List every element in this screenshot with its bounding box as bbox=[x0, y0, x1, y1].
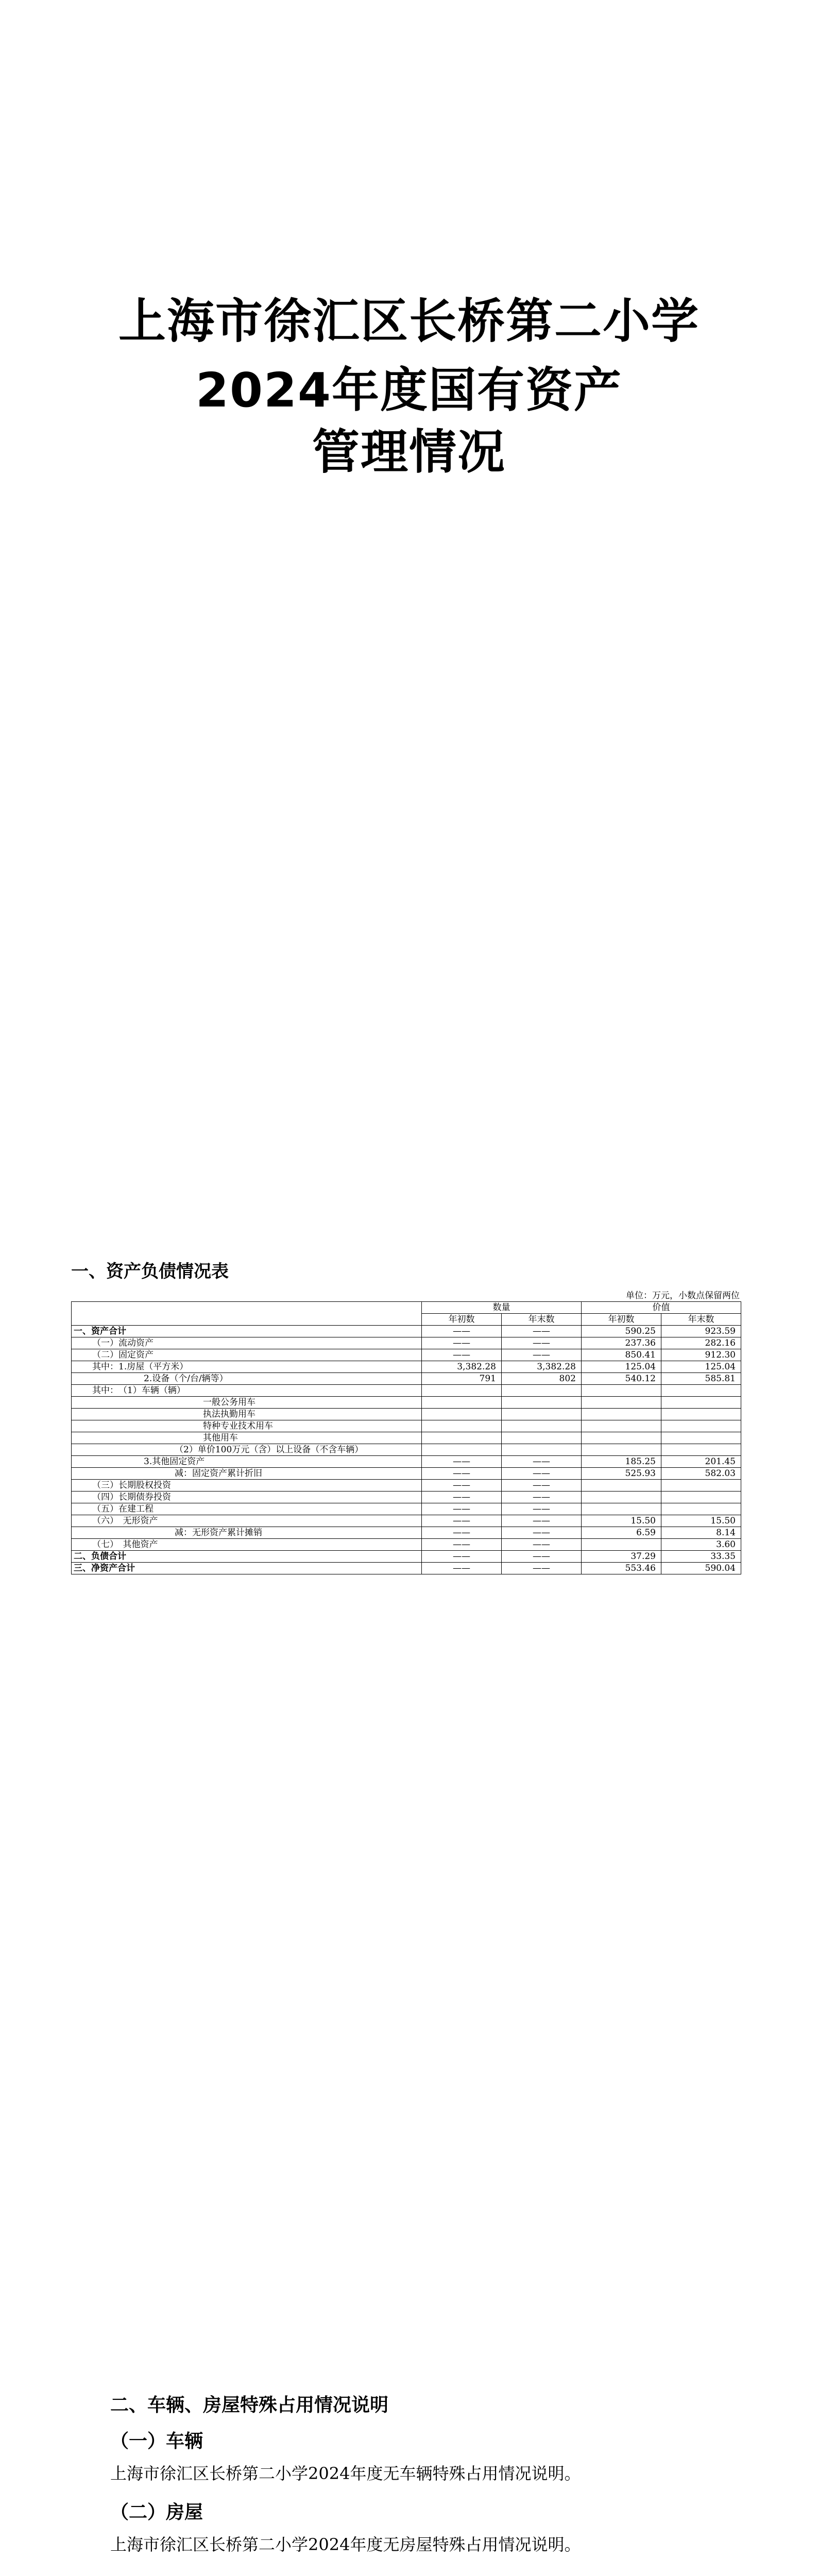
subheading-vehicles: （一）车辆 bbox=[110, 2431, 203, 2452]
row-value-begin bbox=[582, 1385, 661, 1397]
row-quantity-end: 3,382.28 bbox=[502, 1361, 582, 1373]
row-value-end: 3.60 bbox=[661, 1539, 741, 1551]
row-quantity-end: —— bbox=[502, 1456, 582, 1468]
header-quantity-end: 年末数 bbox=[502, 1314, 582, 1326]
row-label: （二）固定资产 bbox=[72, 1349, 422, 1361]
row-value-end: 912.30 bbox=[661, 1349, 741, 1361]
row-quantity-end: —— bbox=[502, 1337, 582, 1349]
table-row bbox=[72, 1326, 741, 1337]
table-row bbox=[72, 1409, 741, 1420]
row-value-end: 582.03 bbox=[661, 1468, 741, 1480]
row-quantity-begin bbox=[422, 1385, 502, 1397]
row-quantity-end: —— bbox=[502, 1326, 582, 1337]
row-value-end bbox=[661, 1420, 741, 1432]
row-quantity-begin: —— bbox=[422, 1551, 502, 1563]
row-label: 其他用车 bbox=[72, 1432, 422, 1444]
table-row bbox=[72, 1492, 741, 1503]
row-label: 一、资产合计 bbox=[72, 1326, 422, 1337]
row-value-end: 585.81 bbox=[661, 1373, 741, 1385]
table-row bbox=[72, 1361, 741, 1373]
row-quantity-end: —— bbox=[502, 1468, 582, 1480]
row-quantity-begin: —— bbox=[422, 1456, 502, 1468]
row-value-begin bbox=[582, 1397, 661, 1409]
row-quantity-end bbox=[502, 1420, 582, 1432]
table-row bbox=[72, 1373, 741, 1385]
row-label: 二、负债合计 bbox=[72, 1551, 422, 1563]
table-row bbox=[72, 1432, 741, 1444]
row-label: 三、净资产合计 bbox=[72, 1563, 422, 1574]
table-row bbox=[72, 1503, 741, 1515]
row-value-begin: 540.12 bbox=[582, 1373, 661, 1385]
row-quantity-end: 802 bbox=[502, 1373, 582, 1385]
row-quantity-end: —— bbox=[502, 1515, 582, 1527]
section-heading-special-occupancy: 二、车辆、房屋特殊占用情况说明 bbox=[110, 2395, 389, 2416]
table-row bbox=[72, 1539, 741, 1551]
row-quantity-begin: —— bbox=[422, 1503, 502, 1515]
row-value-end: 8.14 bbox=[661, 1527, 741, 1539]
row-value-begin bbox=[582, 1492, 661, 1503]
table-row bbox=[72, 1468, 741, 1480]
row-value-end bbox=[661, 1444, 741, 1456]
row-quantity-end: —— bbox=[502, 1480, 582, 1492]
row-quantity-begin: —— bbox=[422, 1480, 502, 1492]
row-value-end: 33.35 bbox=[661, 1551, 741, 1563]
row-value-begin: 553.46 bbox=[582, 1563, 661, 1574]
row-quantity-begin bbox=[422, 1420, 502, 1432]
row-value-begin bbox=[582, 1420, 661, 1432]
row-quantity-end bbox=[502, 1385, 582, 1397]
table-row bbox=[72, 1551, 741, 1563]
row-value-end: 590.04 bbox=[661, 1563, 741, 1574]
row-value-begin: 525.93 bbox=[582, 1468, 661, 1480]
document-title-line-3: 管理情况 bbox=[312, 425, 506, 480]
balance-sheet-table bbox=[71, 1301, 741, 1574]
row-value-end bbox=[661, 1503, 741, 1515]
row-quantity-begin: 3,382.28 bbox=[422, 1361, 502, 1373]
table-row bbox=[72, 1563, 741, 1574]
row-quantity-end: —— bbox=[502, 1527, 582, 1539]
row-label: 其中： （1）车辆（辆） bbox=[72, 1385, 422, 1397]
table-row bbox=[72, 1349, 741, 1361]
row-quantity-begin bbox=[422, 1409, 502, 1420]
row-label: 一般公务用车 bbox=[72, 1397, 422, 1409]
header-quantity-begin: 年初数 bbox=[422, 1314, 502, 1326]
row-label: 减：无形资产累计摊销 bbox=[72, 1527, 422, 1539]
row-value-begin bbox=[582, 1409, 661, 1420]
table-row bbox=[72, 1385, 741, 1397]
row-label: （三）长期股权投资 bbox=[72, 1480, 422, 1492]
row-quantity-end bbox=[502, 1444, 582, 1456]
row-quantity-begin: —— bbox=[422, 1349, 502, 1361]
row-label: （一）流动资产 bbox=[72, 1337, 422, 1349]
row-label: 其中：1.房屋（平方米） bbox=[72, 1361, 422, 1373]
document-title-line-1: 上海市徐汇区长桥第二小学 bbox=[118, 294, 700, 349]
row-label: （七） 其他资产 bbox=[72, 1539, 422, 1551]
header-value-end: 年末数 bbox=[661, 1314, 741, 1326]
header-item-cell bbox=[72, 1302, 422, 1326]
row-quantity-end: —— bbox=[502, 1492, 582, 1503]
row-value-end: 201.45 bbox=[661, 1456, 741, 1468]
row-value-begin bbox=[582, 1432, 661, 1444]
row-quantity-end: —— bbox=[502, 1551, 582, 1563]
row-quantity-begin: —— bbox=[422, 1326, 502, 1337]
row-label: 3.其他固定资产 bbox=[72, 1456, 422, 1468]
section-heading-balance-sheet: 一、资产负债情况表 bbox=[71, 1261, 229, 1282]
row-value-end: 15.50 bbox=[661, 1515, 741, 1527]
row-value-begin: 590.25 bbox=[582, 1326, 661, 1337]
row-quantity-begin: —— bbox=[422, 1337, 502, 1349]
header-value: 价值 bbox=[582, 1302, 741, 1314]
row-quantity-begin: —— bbox=[422, 1468, 502, 1480]
row-value-end bbox=[661, 1492, 741, 1503]
row-quantity-end: —— bbox=[502, 1349, 582, 1361]
row-label: 减：固定资产累计折旧 bbox=[72, 1468, 422, 1480]
row-value-begin bbox=[582, 1444, 661, 1456]
row-value-begin bbox=[582, 1480, 661, 1492]
row-value-begin: 37.29 bbox=[582, 1551, 661, 1563]
row-quantity-begin bbox=[422, 1397, 502, 1409]
row-label: （2）单价100万元（含）以上设备（不含车辆） bbox=[72, 1444, 422, 1456]
row-label: 特种专业技术用车 bbox=[72, 1420, 422, 1432]
table-row bbox=[72, 1444, 741, 1456]
row-quantity-begin bbox=[422, 1432, 502, 1444]
row-quantity-end bbox=[502, 1432, 582, 1444]
row-value-end bbox=[661, 1385, 741, 1397]
row-quantity-begin: —— bbox=[422, 1539, 502, 1551]
document-title-line-2: 2024年度国有资产 bbox=[195, 363, 623, 418]
unit-note: 单位：万元，小数点保留两位 bbox=[626, 1291, 740, 1301]
row-value-end bbox=[661, 1397, 741, 1409]
row-value-end: 125.04 bbox=[661, 1361, 741, 1373]
table-row bbox=[72, 1480, 741, 1492]
row-value-end: 282.16 bbox=[661, 1337, 741, 1349]
table-row bbox=[72, 1420, 741, 1432]
table-header-row-1 bbox=[72, 1302, 741, 1314]
row-quantity-begin bbox=[422, 1444, 502, 1456]
row-value-begin: 15.50 bbox=[582, 1515, 661, 1527]
paragraph-vehicles: 上海市徐汇区长桥第二小学2024年度无车辆特殊占用情况说明。 bbox=[110, 2464, 581, 2483]
table-row bbox=[72, 1515, 741, 1527]
row-label: 执法执勤用车 bbox=[72, 1409, 422, 1420]
row-quantity-begin: —— bbox=[422, 1492, 502, 1503]
row-quantity-end: —— bbox=[502, 1563, 582, 1574]
table-row bbox=[72, 1397, 741, 1409]
header-value-begin: 年初数 bbox=[582, 1314, 661, 1326]
row-value-end bbox=[661, 1480, 741, 1492]
row-label: （六） 无形资产 bbox=[72, 1515, 422, 1527]
row-quantity-end: —— bbox=[502, 1539, 582, 1551]
row-value-begin: 237.36 bbox=[582, 1337, 661, 1349]
paragraph-buildings: 上海市徐汇区长桥第二小学2024年度无房屋特殊占用情况说明。 bbox=[110, 2535, 581, 2554]
row-quantity-begin: 791 bbox=[422, 1373, 502, 1385]
row-value-end: 923.59 bbox=[661, 1326, 741, 1337]
row-value-begin: 6.59 bbox=[582, 1527, 661, 1539]
table-row bbox=[72, 1527, 741, 1539]
row-value-begin bbox=[582, 1539, 661, 1551]
subheading-buildings: （二）房屋 bbox=[110, 2502, 203, 2523]
header-quantity: 数量 bbox=[422, 1302, 582, 1314]
row-label: （四）长期债券投资 bbox=[72, 1492, 422, 1503]
row-value-begin: 185.25 bbox=[582, 1456, 661, 1468]
table-row bbox=[72, 1456, 741, 1468]
row-label: （五）在建工程 bbox=[72, 1503, 422, 1515]
row-value-begin: 125.04 bbox=[582, 1361, 661, 1373]
row-value-begin bbox=[582, 1503, 661, 1515]
row-quantity-begin: —— bbox=[422, 1527, 502, 1539]
row-quantity-begin: —— bbox=[422, 1563, 502, 1574]
table-row bbox=[72, 1337, 741, 1349]
row-quantity-begin: —— bbox=[422, 1515, 502, 1527]
row-value-end bbox=[661, 1432, 741, 1444]
row-quantity-end: —— bbox=[502, 1503, 582, 1515]
row-label: 2.设备（个/台/辆等） bbox=[72, 1373, 422, 1385]
row-value-end bbox=[661, 1409, 741, 1420]
row-quantity-end bbox=[502, 1397, 582, 1409]
row-quantity-end bbox=[502, 1409, 582, 1420]
row-value-begin: 850.41 bbox=[582, 1349, 661, 1361]
